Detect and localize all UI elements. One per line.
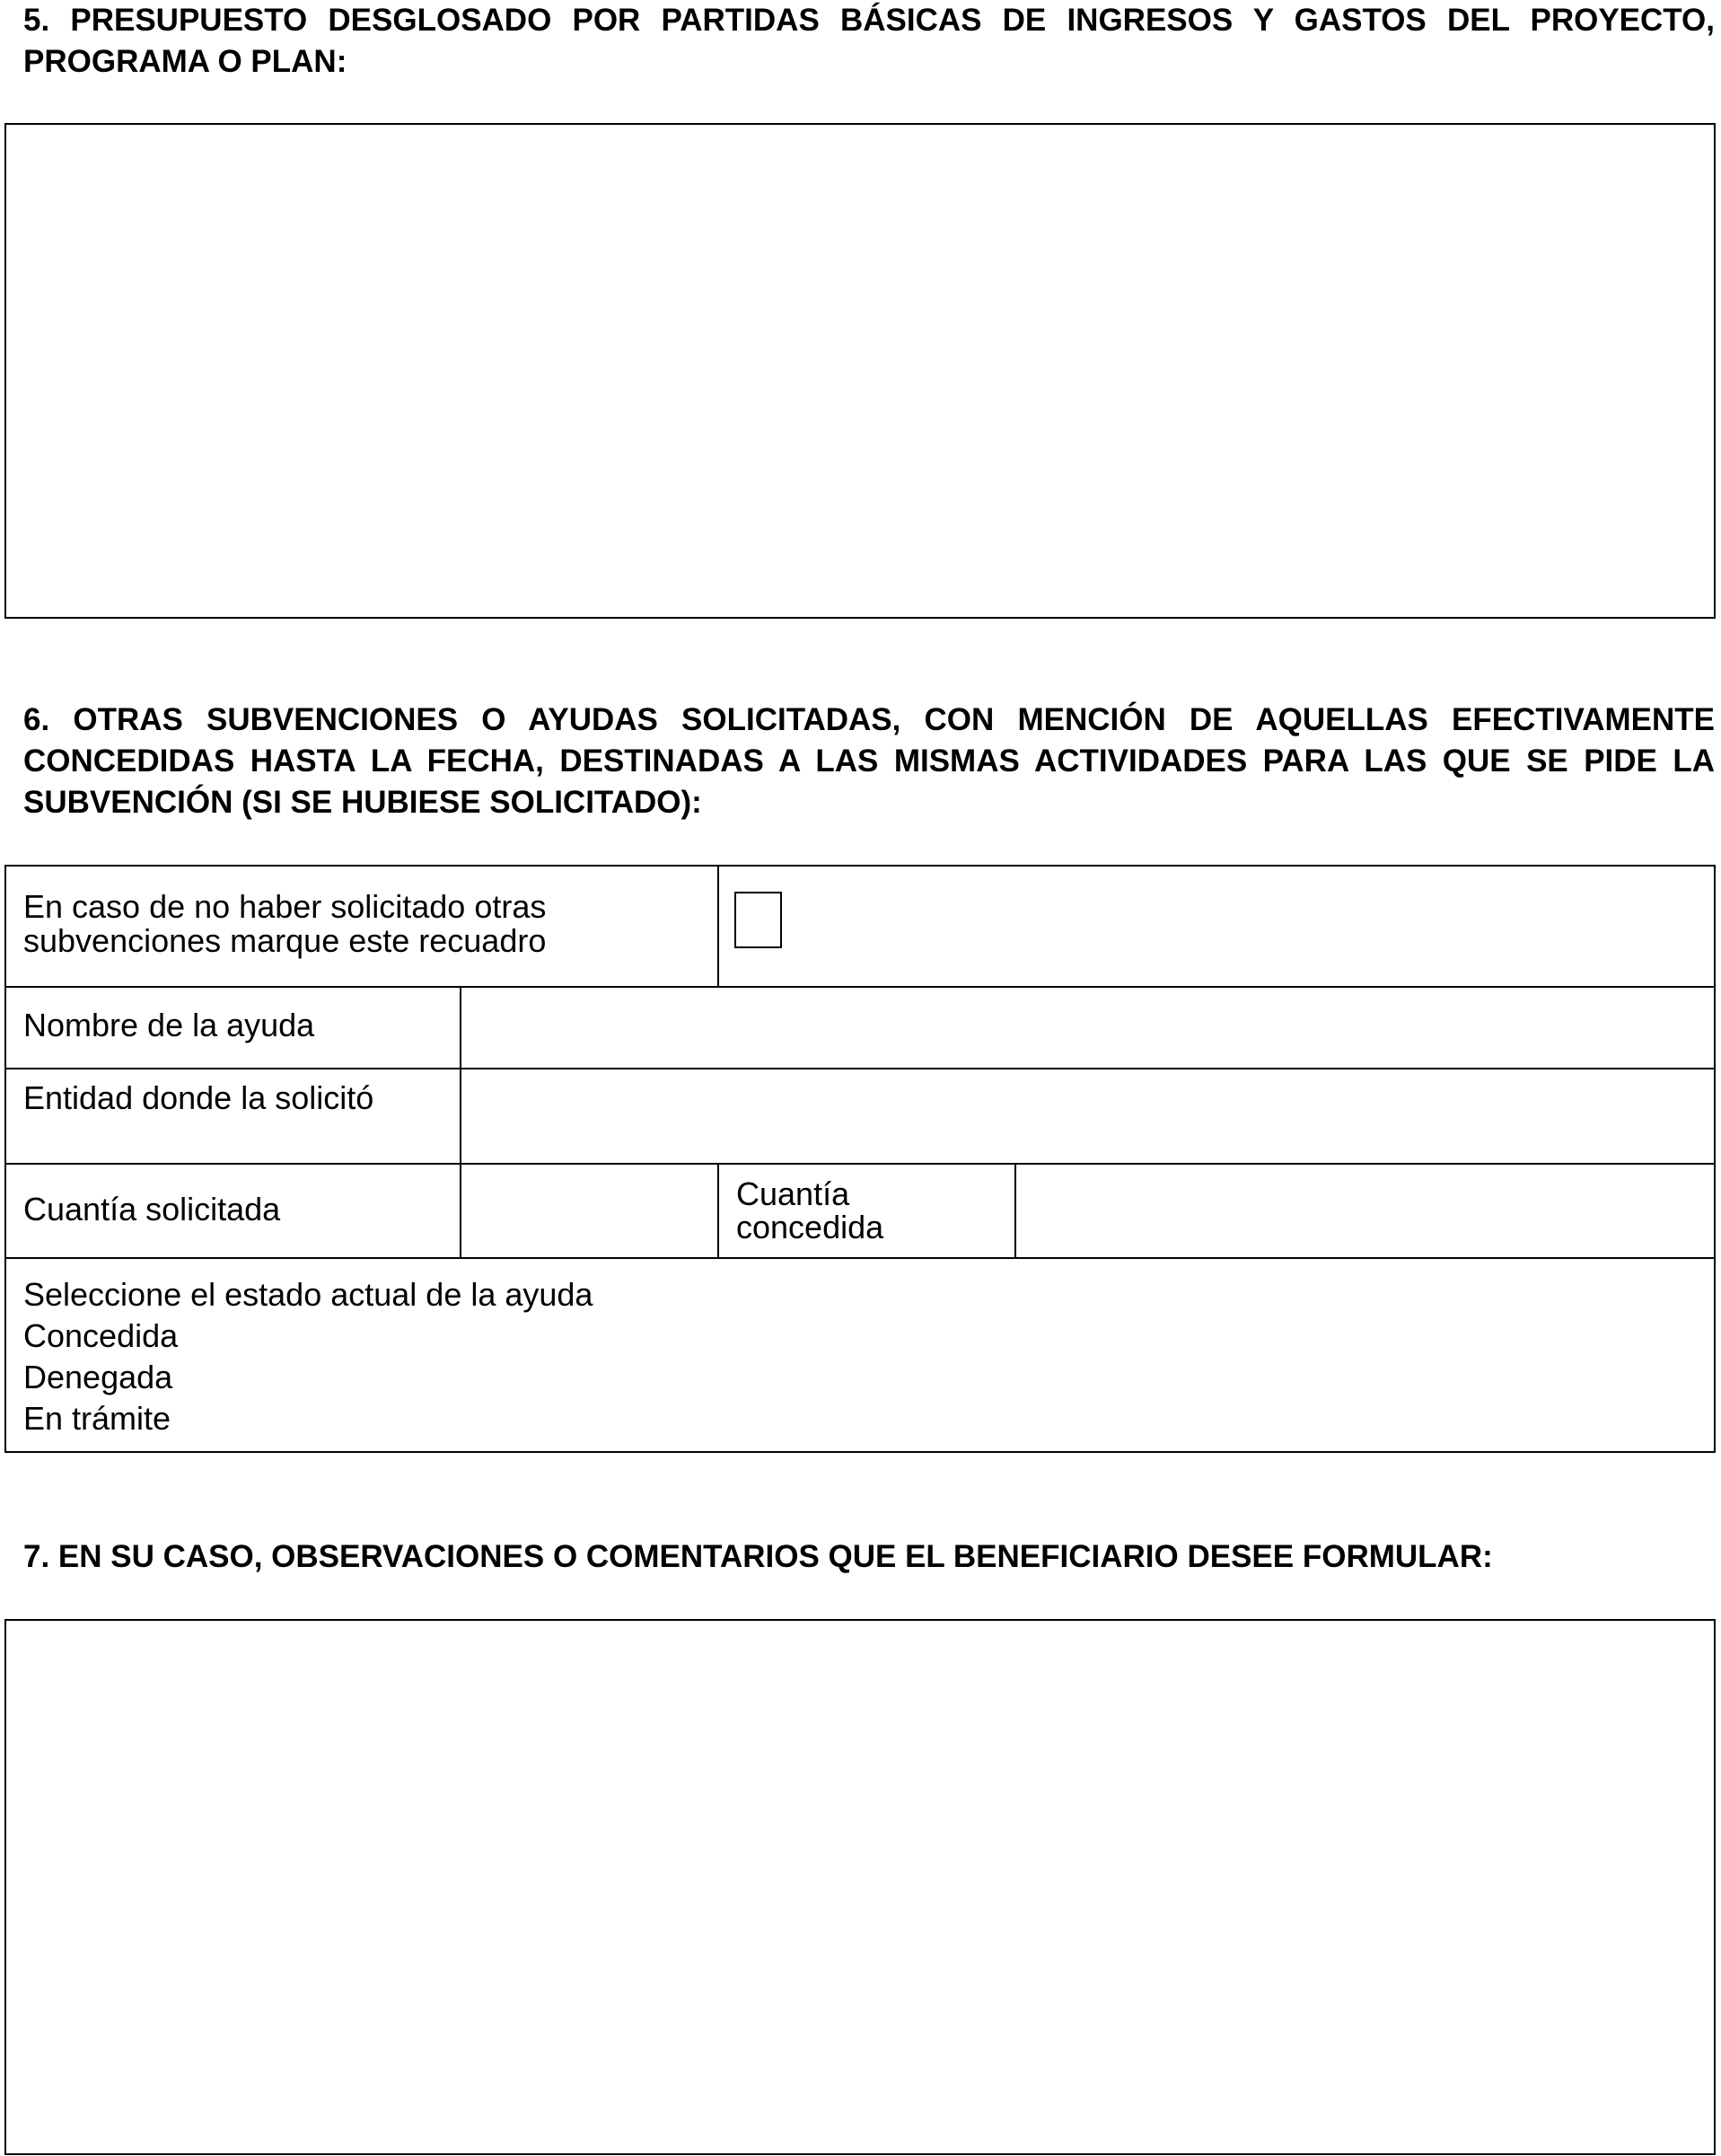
nombre-ayuda-field[interactable] [460, 986, 1716, 1069]
observations-textarea[interactable] [4, 1619, 1716, 2155]
section6-heading: 6. OTRAS SUBVENCIONES O AYUDAS SOLICITADAS, CON MENCIÓN DE AQUELLAS EFECTIVAMENTE CONCEDIDAS HASTA LA FECHA, DESTINADAS A LAS MISMAS ACTIVIDADES PARA LAS QUE SE PIDE LA SUBVENCIÓN (SI SE HUBIESE SOLICITADO): [23, 702, 1715, 820]
section7-heading: 7. EN SU CASO, OBSERVACIONES O COMENTARIOS QUE EL BENEFICIARIO DESEE FORMULAR: [23, 1539, 1493, 1574]
budget-textarea[interactable] [4, 123, 1716, 619]
cuantia-solicitada-field[interactable] [460, 1163, 719, 1259]
entidad-field[interactable] [460, 1068, 1716, 1165]
no-other-subsidies-label-line2: subvenciones marque este recuadro [23, 922, 547, 959]
cuantia-concedida-label-line1: Cuantía [736, 1175, 850, 1212]
no-other-subsidies-checkbox[interactable] [734, 892, 782, 948]
entidad-label: Entidad donde la solicitó [23, 1079, 374, 1116]
estado-ayuda-label: Seleccione el estado actual de la ayuda [23, 1276, 593, 1313]
cuantia-solicitada-label: Cuantía solicitada [23, 1191, 281, 1228]
no-other-subsidies-checkbox-cell [717, 865, 1716, 988]
estado-option-en-tramite[interactable]: En trámite [23, 1400, 171, 1437]
cuantia-concedida-field[interactable] [1014, 1163, 1716, 1259]
cuantia-concedida-label-line2: concedida [736, 1209, 884, 1245]
nombre-ayuda-label: Nombre de la ayuda [23, 1007, 315, 1043]
estado-option-concedida[interactable]: Concedida [23, 1317, 179, 1354]
section5-heading: 5. PRESUPUESTO DESGLOSADO POR PARTIDAS BÁSICAS DE INGRESOS Y GASTOS DEL PROYECTO, PROGRAMA O PLAN: [23, 3, 1715, 79]
estado-option-denegada[interactable]: Denegada [23, 1359, 173, 1395]
no-other-subsidies-label-line1: En caso de no haber solicitado otras [23, 888, 547, 925]
